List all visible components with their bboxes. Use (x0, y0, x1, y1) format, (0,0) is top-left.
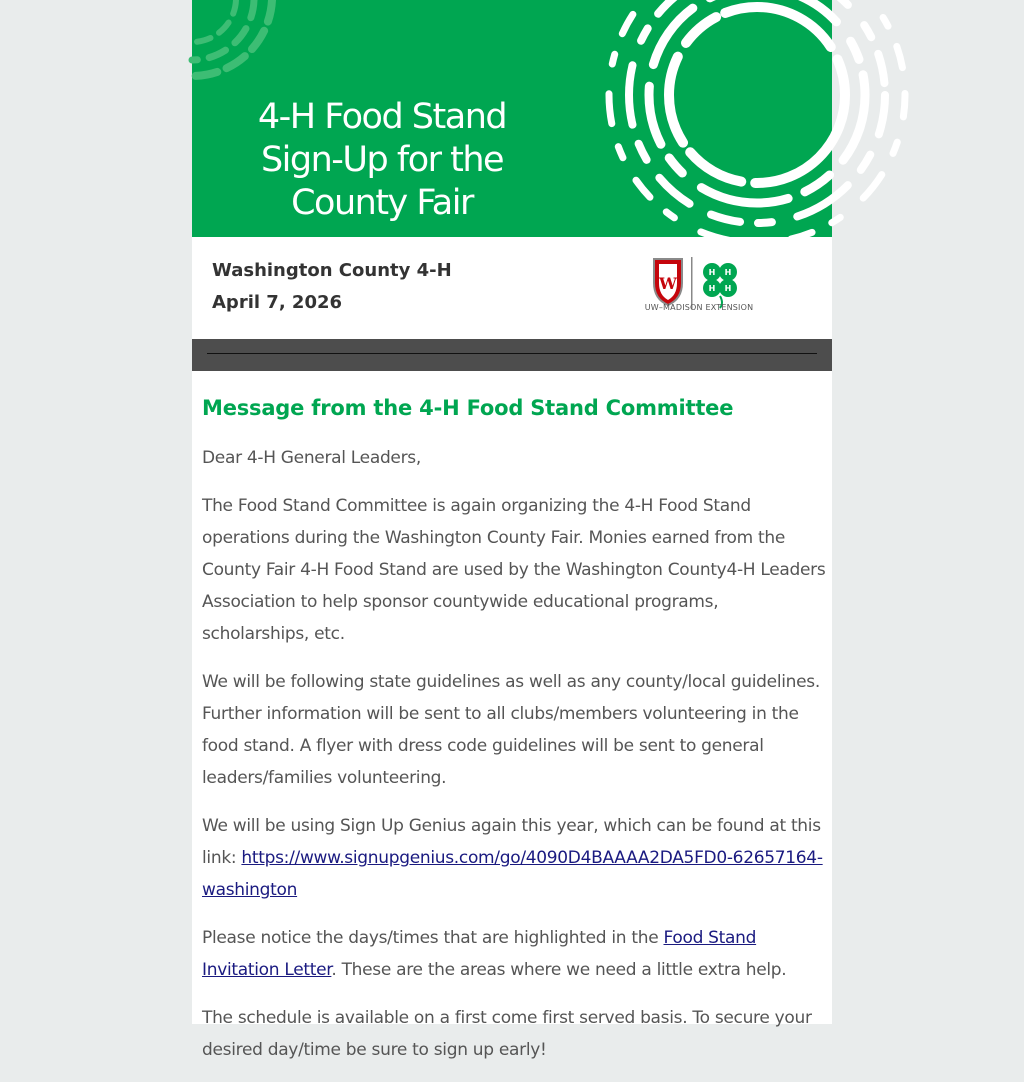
divider-rule (207, 353, 817, 354)
organization-name: Washington County 4-H (212, 260, 452, 281)
svg-text:H: H (724, 284, 732, 293)
paragraph-signup (202, 810, 826, 906)
signup-intro: We will be using Sign Up Genius again this year, which can be found at this link: (202, 816, 821, 868)
logo-caption: UW–MADISON EXTENSION (644, 303, 754, 312)
invitation-letter-link[interactable]: Food Stand Invitation Letter (202, 928, 757, 980)
email-body (192, 0, 832, 1060)
message-heading: Message from the 4-H Food Stand Committee (202, 396, 734, 420)
invitation-text-after: . These are the areas where we need a little extra help. (331, 960, 787, 980)
svg-text:H: H (708, 268, 716, 277)
svg-text:H: H (708, 284, 716, 293)
signup-genius-link[interactable]: https://www.signupgenius.com/go/4090D4BAAAA2DA5FD0-62657164-washington (202, 848, 823, 900)
banner-title-main: Food Stand Sign-Up for the County Fair (260, 97, 507, 223)
hero-banner (192, 0, 832, 237)
message-content (202, 390, 826, 1082)
greeting: Dear 4-H General Leaders, (202, 448, 421, 468)
svg-text:W: W (659, 274, 677, 293)
publication-date: April 7, 2026 (212, 292, 343, 313)
newsletter-header (192, 237, 832, 339)
paragraph-invitation (202, 922, 826, 986)
invitation-text-before: Please notice the days/times that are highlighted in the (202, 928, 664, 948)
paragraph-schedule: The schedule is available on a first come first served basis. To secure your desired day/time be sure to sign up early! (202, 1008, 812, 1060)
svg-text:H: H (724, 268, 732, 277)
banner-title (232, 96, 532, 225)
paragraph-purpose: The Food Stand Committee is again organizing the 4-H Food Stand operations during the Washington County Fair. Monies earned from the County Fair 4-H Food Stand are used by the Washington County4-H Leaders Association to help sponsor countywide educational programs, scholarships, etc. (202, 496, 826, 644)
section-divider (192, 339, 832, 371)
paragraph-guidelines: We will be following state guidelines as well as any county/local guidelines. Further information will be sent to all clubs/members volunteering in the food stand. A flyer with dress code guidelines will be sent to general leaders/families volunteering. (202, 672, 820, 788)
banner-title-prefix: 4-H (257, 97, 315, 137)
